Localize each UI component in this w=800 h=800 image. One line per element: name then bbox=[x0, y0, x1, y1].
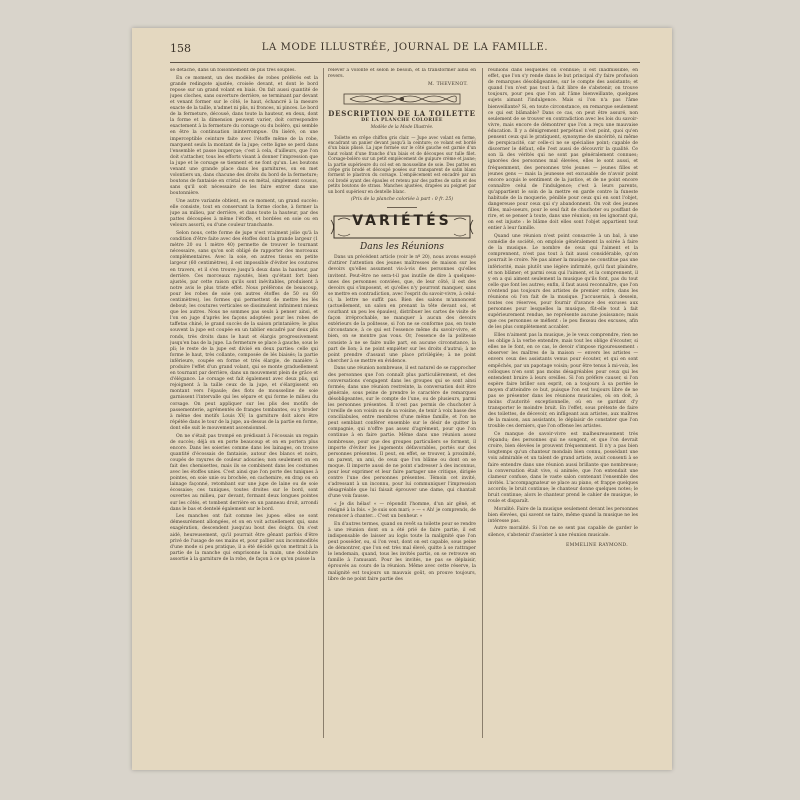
section-heading: Dans les Réunions bbox=[360, 242, 444, 253]
description-subtitle: DE LA PLANCHE COLORIÉE bbox=[361, 118, 443, 124]
paragraph: Dans un précédent article (voir le nº 20), nous avons essayé d'attirer l'attention des jeunes maîtresses de maison sur les devoirs qu'elles assument vis-à-vis des personnes qu'elles invitent. Peut-être ne sera-t-il pas inutile de dire à quelques-unes des personnes conviées, que, de leur côté, il est des devoirs qui s'imposent, et qu'elles n'y pourront manquer, sans se mettre en contradiction, avec l'esprit du savoir-vivre, à celui-ci, la lettre ne suffit pas. Bien des salons m'annoncent (actuellement, un salon en prenant la tête devant soi, et courbant un peu les épaules), distribuer les cartes de visite de façon irréprochable, ne manquer à aucun des devoirs extérieurs de la politesse, si l'on ne se conforme pas, en toute circonstance, à ce qui est l'essence même du savoir-vivre, et bien, on se montre pas vous. Or, l'essence de la politesse consiste à ne se faire nulle part, en aucune circonstance, la part de lion; à ne point empiéter sur les droits d'autrui; à ne point prendre d'assaut une place privilégiée; à ne point chercher à se mettre en évidence. bbox=[328, 255, 476, 364]
paragraph: Autre moralité. Si l'on ne se sent pas capable de garder le silence, s'abstenir d'assister à une réunion musicale. bbox=[488, 526, 638, 538]
description-title: DESCRIPTION DE LA TOILETTE bbox=[328, 109, 476, 119]
running-title: LA MODE ILLUSTRÉE, JOURNAL DE LA FAMILLE. bbox=[261, 42, 549, 53]
paragraph: Dans une réunion nombreuse, il est naturel de se rapprocher des personnes que l'on connaît plus particulièrement, et des conversations s'engagent dans les groupes qui se sont ainsi formés; dans une réunion restreinte, la conversation doit être générale, sous peine de prendre le caractère de remarques désobligeantes, sur le compte de l'une, ou de plusieurs, parmi les personnes présentes. Il n'est pas permis de chuchoter à l'oreille de son voisin ou de sa voisine, de tenir à voix basse des conciliabules, entre membres d'une même famille, et l'on ne peut semblant conférer ensemble sur le désir de quitter la compagnie, qui n'offre pas assez d'agrément, pour que l'on continue à en faire partie. Même dans une réunion assez nombreuse, pour que des groupes particuliers se forment, il importe d'éviter les jugements défavorables, portés sur des personnes présentes. Il peut, en effet, se trouver, à proximité, un parent, un ami, de ceux que l'on blâme ou dont on se moque. Il importe aussi de ne point s'adresser à des inconnus, pour leur exprimer et leur faire partager une critique, dirigée contre l'une des personnes présentes. Témoin cet invité, s'adressant à un inconnu, pour lui communiquer l'impression désagréable que lui faisait éprouver une dame, qui chantait d'une voix fausse. bbox=[328, 366, 476, 500]
paragraph: On ne s'était pas trompé en prédisant à l'écossais un regain de succès; déjà on en porte beaucoup et on en portera plus encore. Dans les soieries comme dans les lainages, on trouve quantité d'écossais de fantaisie, autour des blancs et noirs, coupés de rayures de couleur adoucies; non seulement on en fait des chemisettes, mais ils se combinent dans les costumes avec les étoffes unies. C'est ainsi que l'on porte des tuniques à pointes, en soie unie ou brochée, en cachemire, en drap ou en lainage façonné, retombant sur une jupe de laine ou de soie écossaise; ces tuniques, toutes droites sur le bord, sont ouvertes au milieu, par devant, formant deux longues pointes sur les côtés, et tombent derrière en un panneau droit, arrondi dans le bas et dentelé également sur le bord. bbox=[170, 433, 318, 512]
author-signature: EMMELINE RAYMOND. bbox=[565, 542, 628, 548]
column-2 bbox=[328, 68, 476, 738]
column-1 bbox=[170, 68, 318, 738]
paragraph: En ce moment, un des modèles de robes préférés est la grande redingote ajustée, croisée devant, et dont le bord repose sur un grand volant en biais. On fait aussi quantité de jupes cloches, sans ouverture derrière, se terminant par devant et venant former sur le côté, le haut, échancré à la mesure exacte de la taille, n'admet ni plis, ni fronces, ni pinces. Le bord de la fermeture, décousé, dans toute la hauteur, en deux, dont la forme et la dimension peuvent varier, doit correspondre exactement à la fermeture du corsage ou du boléro, qui semble en être la continuation ininterrompue. On liséré, on une imperceptible ceinture faite avec l'étoffe même de la robe, marquent seuls la montant de la jupe; cette ligne se perd dans l'ensemble et passe inaperçue; c'est à cela, d'ailleurs, que l'on doit s'attacher, tous les efforts visant à donner l'impression que la jupe et le corsage se tiennent et ne font qu'un. Les boutons venant une grande place dans les garnitures, on en met volontiers un, dans chacune des droits du bord de la fermeture; boutons de fantaisie en cristal ou en métal, simplement cousus, sans qu'il soit nécessaire de les faire entrer dans une boutonnière. bbox=[170, 75, 318, 197]
column-rule-left bbox=[323, 68, 324, 738]
column-3 bbox=[488, 68, 638, 738]
page-number: 158 bbox=[170, 42, 191, 55]
paragraph: Elles n'aiment pas la musique, je le veux comprendre, rien ne les oblige à la verbe entendre, mais tout les oblige d'écouter, si elles ne le font, en ce cas, le devoir s'impose rigoureusement : observer les maîtres de la maison — envers les artistes — envers ceux des assistants venus pour écouter, et qui en sont empêchés, par un papotage voisin; pour être tenus à mi-voix, les colloques n'en sont pas moins désagréables pour ceux qui les entendent bruire à leurs oreilles. Si l'on préfère causer, si l'on espère faire briller son esprit, on a toujours à sa portée le moyen d'atteindre ce but, puisque l'on est toujours libre de ne pas se présenter dans les réunions musicales, où on doit, à moins d'autorité exceptionnelle, où en se gardant d'y transporter le moindre bruit. En l'effet, sous prétexte de faire des toilettes, de décevoir, en infligeant aux artistes, aux maîtres de la maison, aux assistants, le déplaisir de constater que l'on trouble ces derniers, que l'on offense les artistes. bbox=[488, 333, 638, 430]
author-signature: M. THEVENOT. bbox=[428, 82, 468, 88]
ornament-divider-icon bbox=[342, 92, 462, 106]
header-rule bbox=[170, 62, 640, 63]
column-rule-right bbox=[482, 68, 483, 738]
plate-price: (Prix de la planche coloriée à part : 0 fr. 25) bbox=[350, 197, 454, 203]
paragraph: En d'autres termes, quand on revêt sa toilette pour se rendre à une réunion dont on a été prié de faire partie, il est indispensable de laisser au logis toute la malignité que l'on peut posséder, ou, si l'on veut, dont on est capable, sous peine de démontrer, que l'on est très mal élevé, quitte à se rattraper le lendemain, quand, tous les invités partis, on se retrouve en famille à l'amusant. Pour les invités, ne pas se déplaisir, éprouvés au cours de la réunion. Même avec cette réserve, la malignité est toujours un mauvais goût, on prouve toujours, libre de ne point faire partie des bbox=[328, 521, 476, 582]
paragraph: Quand une réunion n'est point consacrée à un bal, à une comédie de société, on emploie généralement la soirée à faire de la musique. Le nombre de ceux qui l'aiment et la comprennent, n'est pas tout à fait aussi considérable, qu'on pourrait le croire. Ne pas aimer la musique ne constitue pas une infériorité, mais plutôt une légère infirmité, qu'il faut plaindre, et non blâmer; et parmi ceux qui l'aiment, et la comprennent, il y en a qui aiment seulement la musique qu'ils font, pas du tout celle que font les autres; enfin, il faut aussi reconnaître, que l'on n'entend pas toujours des artistes de premier ordre, dans les réunions où l'on fait de la musique. J'accuserais, à dessein, toutes ces réserves, pour fournir d'avance des excuses aux personnes pour lesquelles la musique, fût-elle tout à fait supérieurement rendue, ne représente aucune jouissance; mais que ces personnes se méfient : le peu flexeau des excuses, afin de les plus complètement accabler. bbox=[488, 234, 638, 331]
paragraph: Une autre variante obtient, en ce moment, un grand succès: elle consiste, tout en conservant la forme cloche, à former la jupe au milieu, par derrière, et dans toute la hauteur, par des pattes découpées à même l'étoffe, et bordées en soie ou en velours assorti, ou d'une couleur tranchante. bbox=[170, 198, 318, 229]
paragraph: « Je dis hélas! « — répondit l'homme, d'un air gêné, et résigné à la fois. « Je suis son mari; » — « Ah! je comprends, de renoncer à chanter... C'est un bonheur. » bbox=[328, 501, 476, 520]
paragraph: Moralité. Faire de la musique seulement devant les personnes bien élevées, qui savent se taire, même quand la musique ne les intéresse pas. bbox=[488, 506, 638, 524]
paragraph: Les manches ont fait comme les jupes: elles se sont démesurément allongées, et on en voit actuellement qui, sans exagération, descendent jusqu'au bout des doigts. On s'est aidé, heureusement, qu'il pourrait être gênant parfois d'être privé de l'usage de ses mains et, pour pallier aux incommodités d'une mode si peu pratique, il a été décidé qu'on mettrait à la partie de la manche qui emprisonne la main, une doublure assortie à la garniture de la robe, de façon à ce qu'on puisse la bbox=[170, 514, 318, 562]
paragraph: Ce manque de savoir-vivre est malheureusement très répandu; des personnes qui ne songent, et que l'on devrait croire, bien élevées le prouvent fréquemment. Il n'y a pas bien longtemps qu'un chanteur mondain bien connu, possédant une voix admirable et un talent de grand artiste, avait consenti à se faire entendre dans une réunion aussi brillante que nombreuse; la conversation était vive, si animée, que l'on entendait une clameur confuse, dans le vaste salon contenant l'ensemble des invités. L'accompagnateur se place au piano, et frappe quelques accords; le bruit continue; le chanteur donne quelques notes; le bruit continue; alors le chanteur prend le cahier de musique, le roule et disparaît. bbox=[488, 432, 638, 505]
paragraph: réunions dans lesquelles on s'ennuie; il est inadmissible, en effet, que l'on s'y rende dans le but principal d'y faire profusion de remarques désobligeantes, sur le compte des assistants; et quand l'on n'est pas tout à fait libre de s'abstenir, on trouve toujours, pour peu que l'on ait l'âme bienveillante, quelques sujets aimant l'indulgence. Mais si l'on n'a pas l'âme bienveillante? Si, en toute circonstance, on remarque seulement ce qui est blâmable? Dans ce cas, on peut être assuré, non seulement de se trouver en contradiction avec les lois du savoir-vivre, mais encore de démontrer que l'on a reçu une mauvaise éducation. Il y a dénigrement perpétuel n'est point, quoi qu'en pensent ceux qui le pratiquent, synonyme de sincérité, ni même de perspicacité, car celle-ci ne se spécialise point; capable de discerner le défaut, elle l'est aussi de découvrir la qualité. Ce son là des vérités qui ne sont pas généralement connues; ignorées des personnes mal élevées, elles le sont aussi, et fréquemment, des personnes très jeunes — jeunes filles et jeunes gens — mais la jeunesse est excusable de n'avoir point encore acquis le sentiment de la justice, et de ne point encore connaître celui de l'indulgence; c'est à leurs parents, qu'appartient le soin de la mettre en garde contre la funeste habitude de la moquerie, pénible pour ceux qui en sont l'objet, dangereuse pour ceux qui s'y abandonnent. On voit des jeunes filles, mal-soeurs, pour le seul fait de chuchoter ou pouffant de rire, et se penser à toute, dans une réunion; on les ignorant qui, on est injuste : le blâme doit elles sont l'objet appartient tout entier à leur famille. bbox=[488, 68, 638, 232]
newspaper-page bbox=[132, 28, 672, 770]
description-text: Toilette en crêpe chiffon gris clair. — Jupe avec volant en forme, encadrant un panier devant jusqu'à la ceinture; ce volant est bordé d'un biais plissé. La jupe formée sur le côté gauche est garnie d'un haut volant d'une franche d'un biais et de découpes sur tulle filet. Corsage-boléro sur un petit empiècement de guipure crème et jaune; la partie supérieure du col est en mousseline de soie. Des pattes en crêpe gris brodé et découpé posées sur transparent de satin blanc forment le plastron du corsage. L'empiècement est encadré par un col brodé ayant des épaules et retenu par des pattes de satin et des petits boutons de strass. Manches ajustées, drapées au poignet par un bord supérieur en dentelle blanc. bbox=[328, 134, 476, 194]
page-header bbox=[170, 42, 640, 60]
paragraph: relever à volonté et selon le besoin, et la transformer ainsi en revers. bbox=[328, 68, 476, 80]
description-credit: Modèle de la Mode Illustrée. bbox=[370, 125, 434, 131]
varietes-banner bbox=[330, 212, 474, 242]
short-divider bbox=[387, 207, 417, 208]
varietes-title: VARIÉTÉS bbox=[352, 213, 452, 230]
paragraph: se détache, dans un foisonnement de plis très souples. bbox=[170, 68, 296, 73]
paragraph: Selon nous, cette forme de jupe n'est vraiment jolie qu'à la condition d'être faite avec des étoffes dont la grande largeur (1 mètre 20 ou 1 mètre 40) permette de trouver le tournant nécessaire, sans qu'on soit obligé de rapporter des morceaux complémentaires. Avec la soie, en autres tissus en petite largeur (60 centimètres), il est impossible d'éviter les coutures en travers, et il s'en trouve jusqu'à deux dans la hauteur, par derrière. Ces morceaux rajoutés, bien qu'étant fort bien ajustés, par cette raison qu'ils sont inévitables, produisent à notre avis le plus triste effet. Nous préférons de beaucoup, pour les robes de soie (en autres étoffes de 50 ou 60 centimètres), les formes qui permettent de mettre les lés debout; les coutures verticales se dissimulent infiniment mieux que les autres. Nous ne sommes pas seuls à penser ainsi, et l'on en juge d'après les façons adoptées pour les robes de taffetas chiné, le grand succès de la saison printanière; le plus souvent la jupe est coupée en un tablier encadré par deux plis ronds, très droits dans le haut et élargis progressivement jusqu'en bas de la jupe. La fermeture se place à gauche, sous le pli; le reste de la jupe est divisé en deux parties: celle qui forme le haut, très collante, composée de lés biaisés; la partie inférieure, coupée en forme et très élargie, de manière à produire l'effet d'un grand volant, qui se monte graduellement en tournant par derrière, dans un mouvement plein de grâce et d'élégance. Le corsage est fait également avec deux plis, qui rejoignent à la taille ceux de la jupe, et s'élargissent en montant vers l'épaule; des flots de mousseline de soie garnissent l'intervalle qui les sépare et qui forme le milieu du corsage. On peut appliquer sur les plis des motifs de passementerie, agrémentés de franges tombantes, ou y broder à même des motifs Louis XV; la garniture doit alors être répétée dans le tour de la jupe, au-dessus de la partie en forme, dont elle suit le mouvement ascensionnel. bbox=[170, 230, 318, 431]
